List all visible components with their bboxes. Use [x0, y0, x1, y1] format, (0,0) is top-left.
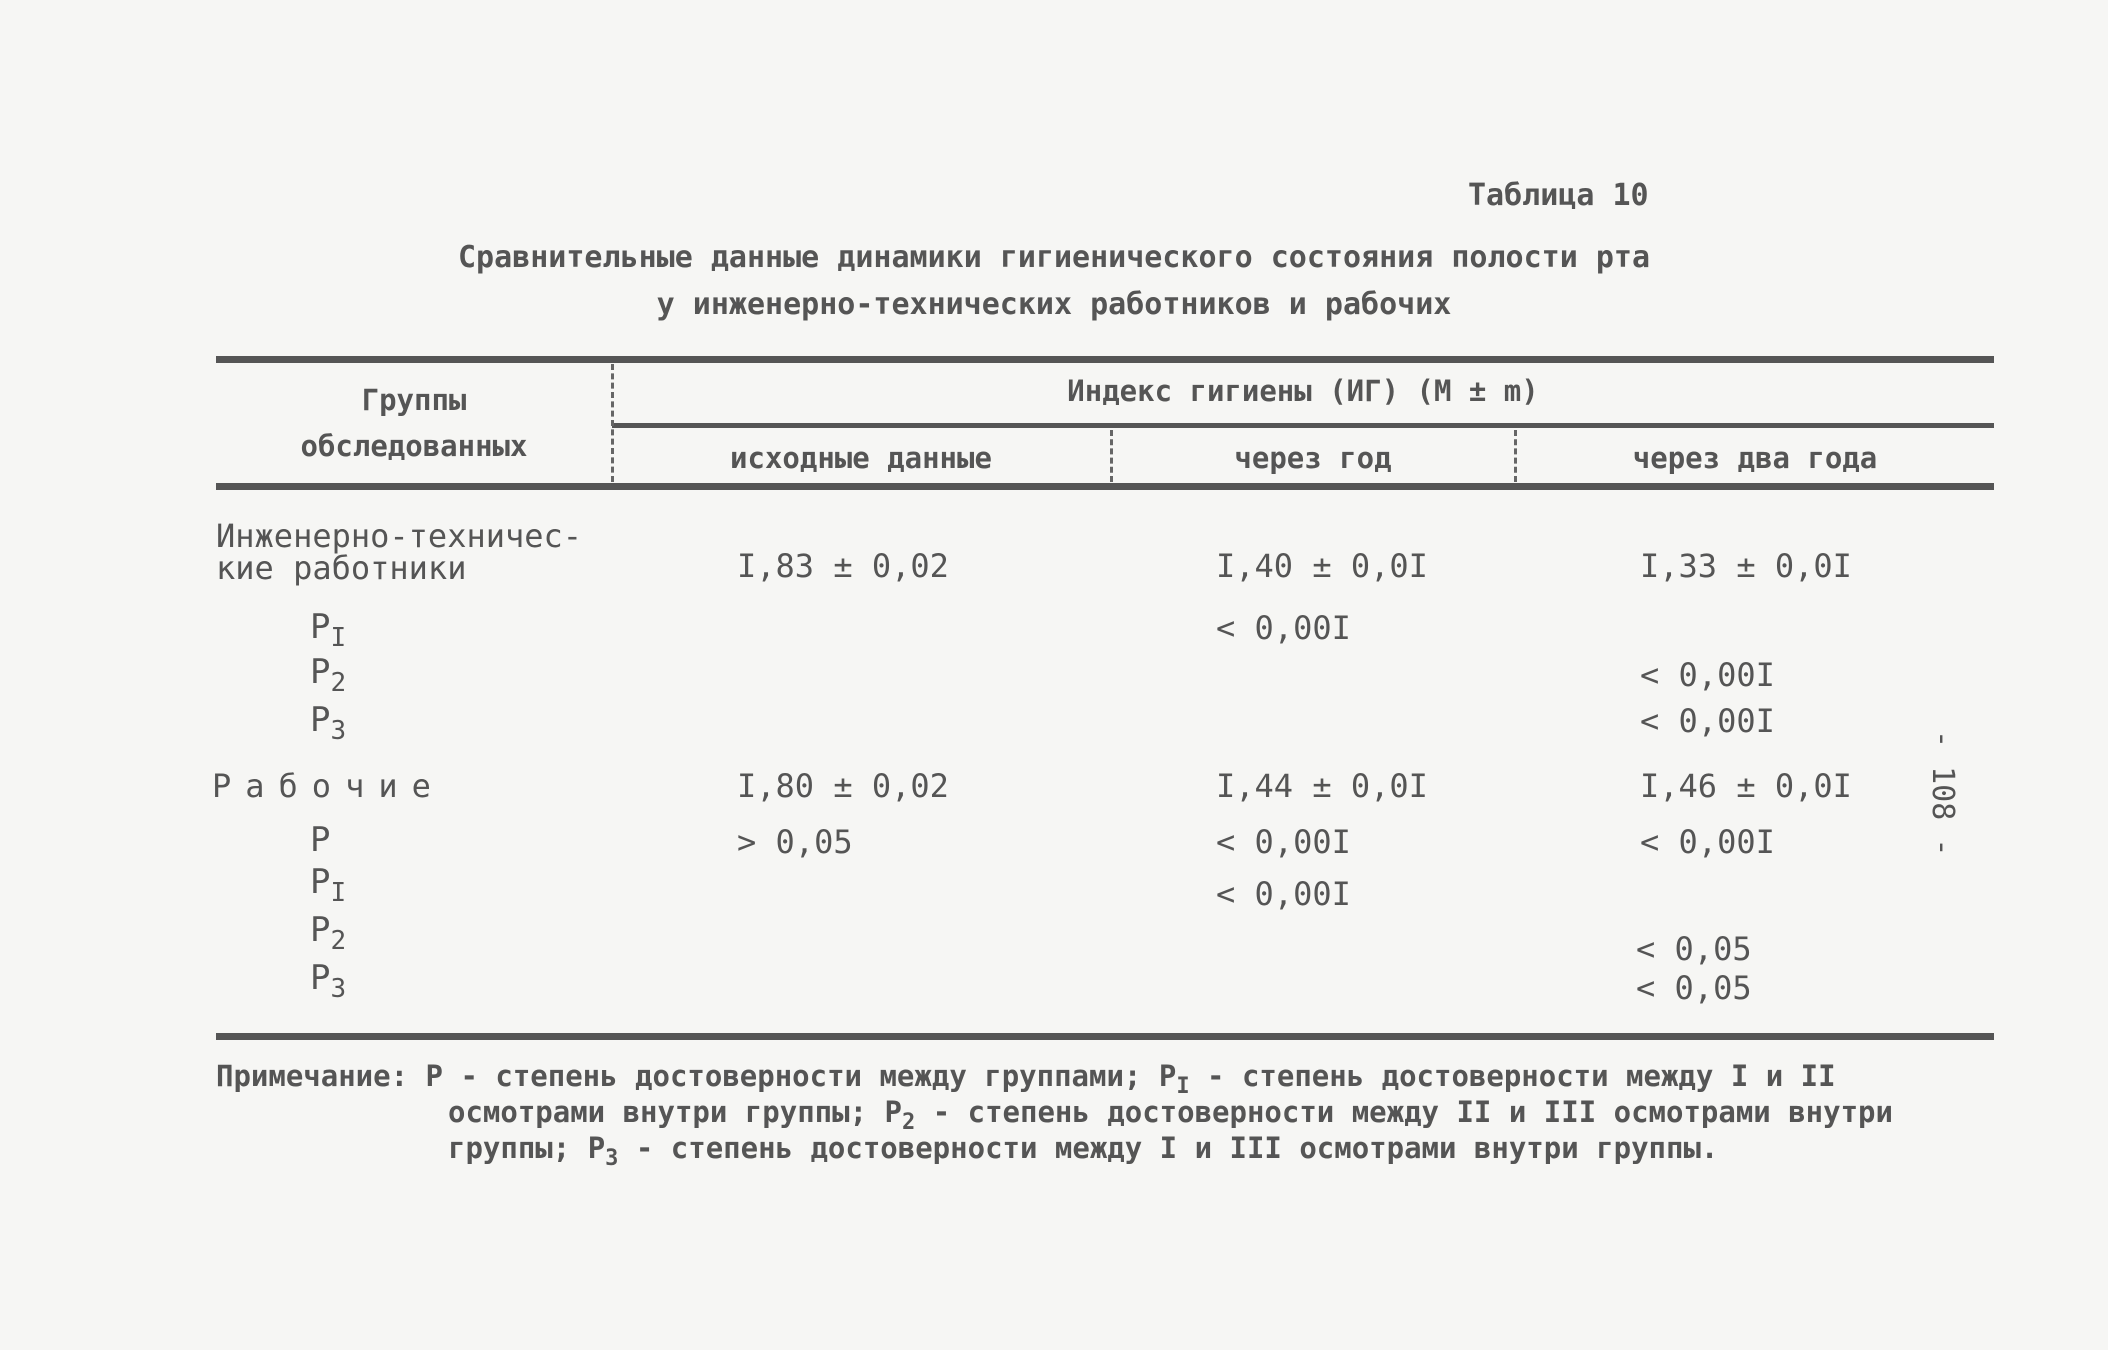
- workers-p1-one-year: < 0,00I: [1216, 875, 1351, 913]
- engineers-p3-label: $P_3$: [310, 700, 347, 746]
- top-rule: [216, 356, 1994, 363]
- workers-p-initial: > 0,05: [737, 823, 853, 861]
- page-number: - 108 -: [1925, 730, 1960, 857]
- header-index-title: Индекс гигиены (ИГ) (M ± m): [1067, 374, 1539, 408]
- table-title-line1: Сравнительные данные динамики гигиенического состояния полости рта: [457, 240, 1651, 275]
- footnote-line3: группы; $P_3$ - степень достоверности между I и III осмотрами внутри группы.: [448, 1131, 1719, 1171]
- workers-p-label: P: [310, 820, 331, 860]
- workers-two-years-value: I,46 ± 0,0I: [1640, 767, 1852, 805]
- header-col-initial: исходные данные: [730, 441, 992, 475]
- engineers-p2-two-years: < 0,00I: [1640, 656, 1775, 694]
- engineers-p1-one-year: < 0,00I: [1216, 609, 1351, 647]
- row-label-workers: Рабочие: [212, 767, 445, 805]
- header-groups-line1: Группы: [361, 383, 467, 417]
- workers-p3-label: $P_3$: [310, 958, 347, 1004]
- table-number: Таблица 10: [1468, 178, 1649, 213]
- footnote-line1: Примечание: P - степень достоверности между группами; $P_I$ - степень достоверности между I и II: [216, 1059, 1836, 1099]
- header-bottom-rule: [216, 483, 1994, 490]
- workers-one-year-value: I,44 ± 0,0I: [1216, 767, 1428, 805]
- workers-p2-two-years: < 0,05: [1636, 930, 1752, 968]
- header-col-two-years: через два года: [1632, 441, 1878, 475]
- engineers-one-year-value: I,40 ± 0,0I: [1216, 547, 1428, 585]
- workers-p3-two-years: < 0,05: [1636, 969, 1752, 1007]
- footnote-line2: осмотрами внутри группы; $P_2$ - степень достоверности между II и III осмотрами внутри: [448, 1095, 1893, 1135]
- bottom-rule: [216, 1033, 1994, 1040]
- workers-p2-label: $P_2$: [310, 910, 347, 956]
- engineers-initial-value: I,83 ± 0,02: [737, 547, 949, 585]
- workers-initial-value: I,80 ± 0,02: [737, 767, 949, 805]
- header-sub-rule: [612, 423, 1994, 428]
- engineers-p1-label: $P_I$: [310, 607, 347, 653]
- row-label-engineers-line2: кие работники: [216, 549, 467, 587]
- header-col-one-year: через год: [1234, 441, 1392, 475]
- table-title-line2: у инженерно-технических работников и рабочих: [656, 287, 1452, 322]
- engineers-p2-label: $P_2$: [310, 652, 347, 698]
- engineers-two-years-value: I,33 ± 0,0I: [1640, 547, 1852, 585]
- engineers-p3-two-years: < 0,00I: [1640, 702, 1775, 740]
- header-groups-line2: обследованных: [300, 429, 528, 463]
- workers-p1-label: $P_I$: [310, 862, 347, 908]
- row-label-engineers-line1: Инженерно-техничес-: [216, 517, 583, 555]
- workers-p-two-years: < 0,00I: [1640, 823, 1775, 861]
- workers-p-one-year: < 0,00I: [1216, 823, 1351, 861]
